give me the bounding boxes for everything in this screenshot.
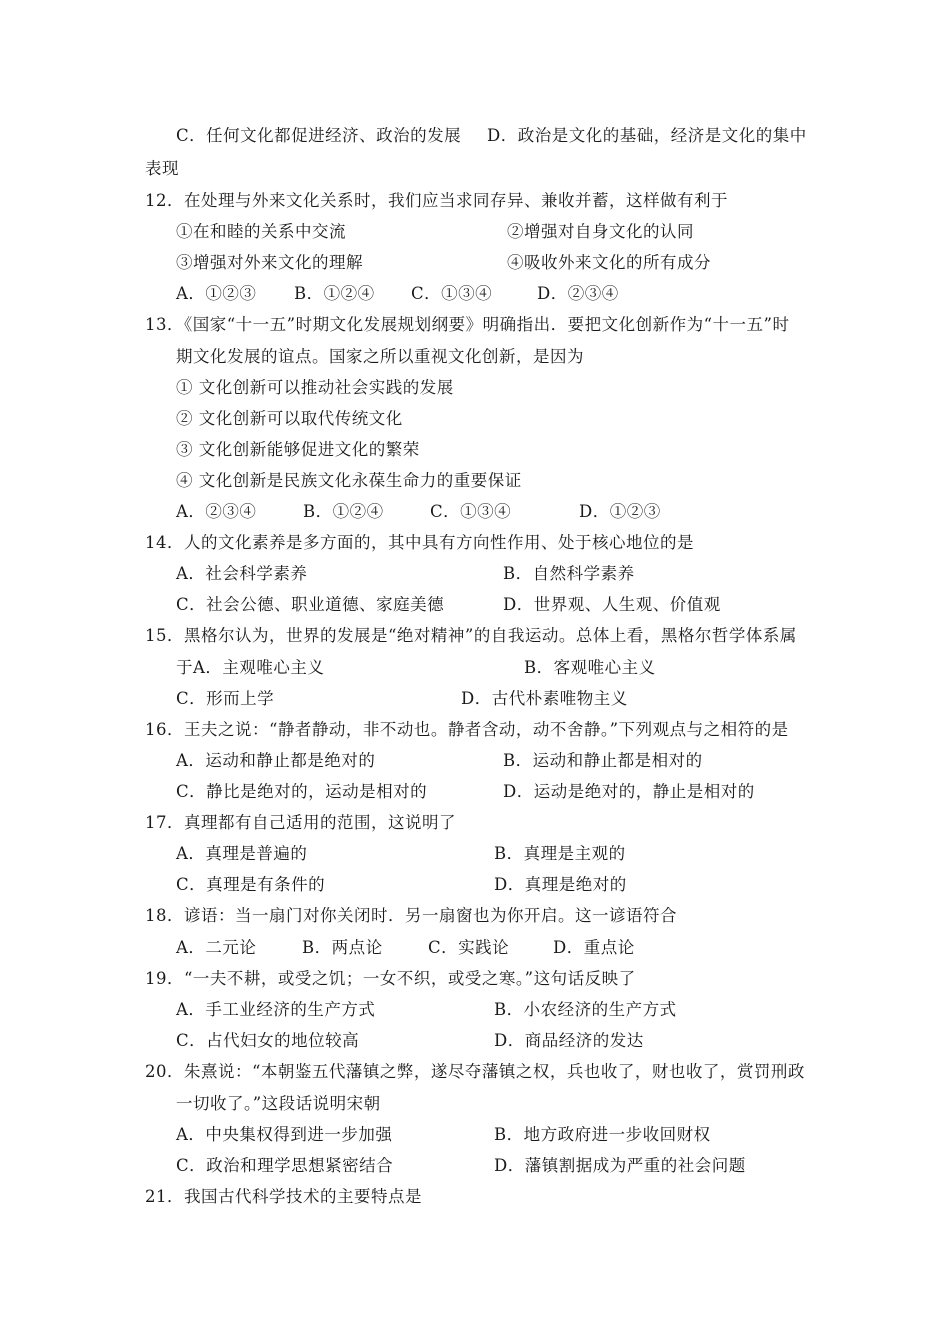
q20-option-a: A．中央集权得到进一步加强 (176, 1125, 393, 1144)
q16-option-d: D．运动是绝对的，静止是相对的 (503, 782, 755, 801)
q20-option-c: C．政治和理学思想紧密结合 (176, 1156, 394, 1175)
q13-stem-line1: 13．《国家“十一五”时期文化发展规划纲要》明确指出．要把文化创新作为“十一五”时 (145, 315, 790, 334)
q13-option-c: C．①③④ (430, 502, 512, 521)
q11-option-d-wrap: 表现 (145, 159, 179, 178)
q14-option-b: B．自然科学素养 (503, 564, 635, 583)
q20-option-d: D．藩镇割据成为严重的社会问题 (494, 1156, 746, 1175)
q12-item-4: ④吸收外来文化的所有成分 (507, 253, 711, 272)
q11-option-c: C．任何文化都促进经济、政治的发展 (176, 126, 462, 145)
q17-stem: 17．真理都有自己适用的范围，这说明了 (145, 813, 456, 832)
q15-option-d: D．古代朴素唯物主义 (461, 689, 628, 708)
q12-item-2: ②增强对自身文化的认同 (507, 222, 694, 241)
q14-option-c: C．社会公德、职业道德、家庭美德 (176, 595, 445, 614)
q17-option-d: D．真理是绝对的 (494, 875, 627, 894)
q13-option-d: D．①②③ (579, 502, 661, 521)
q14-stem: 14．人的文化素养是多方面的，其中具有方向性作用、处于核心地位的是 (145, 533, 694, 552)
q12-item-1: ①在和睦的关系中交流 (176, 222, 346, 241)
q13-item-4: ④ 文化创新是民族文化永葆生命力的重要保证 (176, 471, 522, 490)
q20-stem-line2: 一切收了。”这段话说明宋朝 (176, 1094, 381, 1113)
q17-option-b: B．真理是主观的 (494, 844, 626, 863)
q14-option-d: D．世界观、人生观、价值观 (503, 595, 721, 614)
q13-stem-line2: 期文化发展的谊点。国家之所以重视文化创新，是因为 (176, 347, 584, 366)
q16-option-c: C．静比是绝对的，运动是相对的 (176, 782, 428, 801)
q15-option-a: 于A．主观唯心主义 (176, 658, 325, 677)
q20-option-b: B．地方政府进一步收回财权 (494, 1125, 711, 1144)
q17-option-c: C．真理是有条件的 (176, 875, 326, 894)
q18-option-c: C．实践论 (428, 938, 510, 957)
q12-option-a: A．①②③ (176, 284, 257, 303)
q12-option-d: D．②③④ (537, 284, 619, 303)
q18-option-a: A．二元论 (176, 938, 257, 957)
q19-option-c: C．占代妇女的地位较高 (176, 1031, 360, 1050)
q20-stem-line1: 20．朱熹说：“本朝鉴五代藩镇之弊，遂尽夺藩镇之权，兵也收了，财也收了，赏罚刑政 (145, 1062, 805, 1081)
q16-stem: 16．王夫之说：“静者静动，非不动也。静者含动，动不舍静。”下列观点与之相符的是 (145, 720, 789, 739)
q18-option-b: B．两点论 (302, 938, 383, 957)
q16-option-b: B．运动和静止都是相对的 (503, 751, 703, 770)
q11-option-d: D．政治是文化的基础，经济是文化的集中 (487, 126, 807, 145)
q19-option-b: B．小农经济的生产方式 (494, 1000, 677, 1019)
q17-option-a: A．真理是普遍的 (176, 844, 308, 863)
q19-option-d: D．商品经济的发达 (494, 1031, 644, 1050)
q18-option-d: D．重点论 (553, 938, 635, 957)
q12-option-b: B．①②④ (294, 284, 375, 303)
q19-option-a: A．手工业经济的生产方式 (176, 1000, 376, 1019)
q12-option-c: C．①③④ (411, 284, 493, 303)
q19-stem: 19．“一夫不耕，或受之饥；一女不织，或受之寒。”这句话反映了 (145, 969, 636, 988)
q13-option-a: A．②③④ (176, 502, 257, 521)
q15-stem: 15．黑格尔认为，世界的发展是“绝对精神”的自我运动。总体上看，黑格尔哲学体系属 (145, 626, 797, 645)
q18-stem: 18．谚语：当一扇门对你关闭时．另一扇窗也为你开启。这一谚语符合 (145, 906, 677, 925)
q15-option-c: C．形而上学 (176, 689, 275, 708)
q14-option-a: A．社会科学素养 (176, 564, 308, 583)
q13-option-b: B．①②④ (303, 502, 384, 521)
q15-option-b: B．客观唯心主义 (524, 658, 656, 677)
q13-item-3: ③ 文化创新能够促进文化的繁荣 (176, 440, 420, 459)
q12-stem: 12．在处理与外来文化关系时，我们应当求同存异、兼收并蓄，这样做有利于 (145, 191, 728, 210)
q13-item-1: ① 文化创新可以推动社会实践的发展 (176, 378, 454, 397)
q16-option-a: A．运动和静止都是绝对的 (176, 751, 376, 770)
q13-item-2: ② 文化创新可以取代传统文化 (176, 409, 403, 428)
q12-item-3: ③增强对外来文化的理解 (176, 253, 363, 272)
q21-stem: 21．我国古代科学技术的主要特点是 (145, 1187, 422, 1206)
